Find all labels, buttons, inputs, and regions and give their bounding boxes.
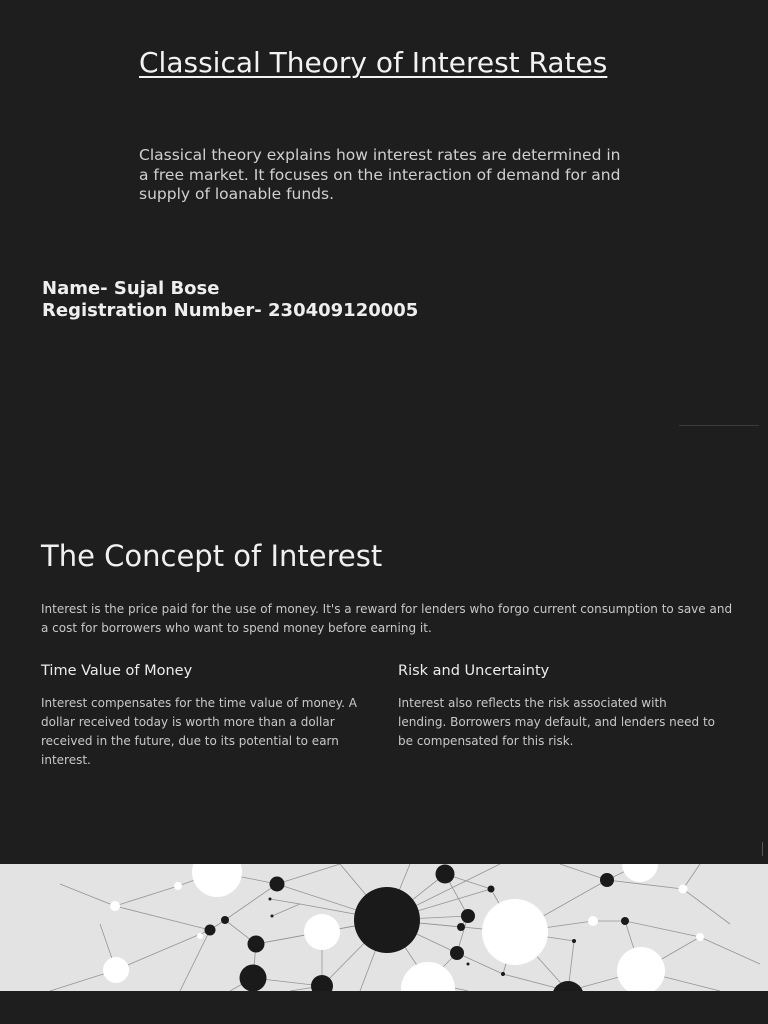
registration-number: Registration Number- 230409120005 [42, 300, 419, 321]
corner-mark [762, 842, 763, 856]
risk-column [398, 660, 718, 751]
time-value-text: Interest compensates for the time value of money. A dollar received today is worth more than a dollar received in the future, due to its potential to earn interest. [41, 696, 358, 767]
intro-text: Classical theory explains how interest rates are determined in a free market. It focuses on the interaction of demand for and supply of loanable funds. [139, 146, 621, 203]
concept-paragraph: Interest is the price paid for the use of money. It's a reward for lenders who forgo current consumption to save and a cost for borrowers who want to spend money before earning it. [41, 602, 733, 635]
network-image [0, 864, 768, 991]
bottom-bar [0, 991, 768, 1024]
title-slide [0, 0, 768, 500]
author-name: Name- Sujal Bose [42, 278, 220, 299]
divider-line [679, 425, 759, 426]
time-value-title: Time Value of Money [41, 663, 193, 679]
risk-title: Risk and Uncertainty [398, 663, 550, 679]
author-block [42, 278, 418, 322]
time-value-column [41, 660, 361, 770]
concept-heading: The Concept of Interest [41, 539, 383, 573]
network-graphic [0, 864, 768, 991]
risk-text: Interest also reflects the risk associated with lending. Borrowers may default, and lenders need to be compensated for this risk. [398, 696, 716, 748]
slide-title: Classical Theory of Interest Rates [139, 46, 608, 79]
